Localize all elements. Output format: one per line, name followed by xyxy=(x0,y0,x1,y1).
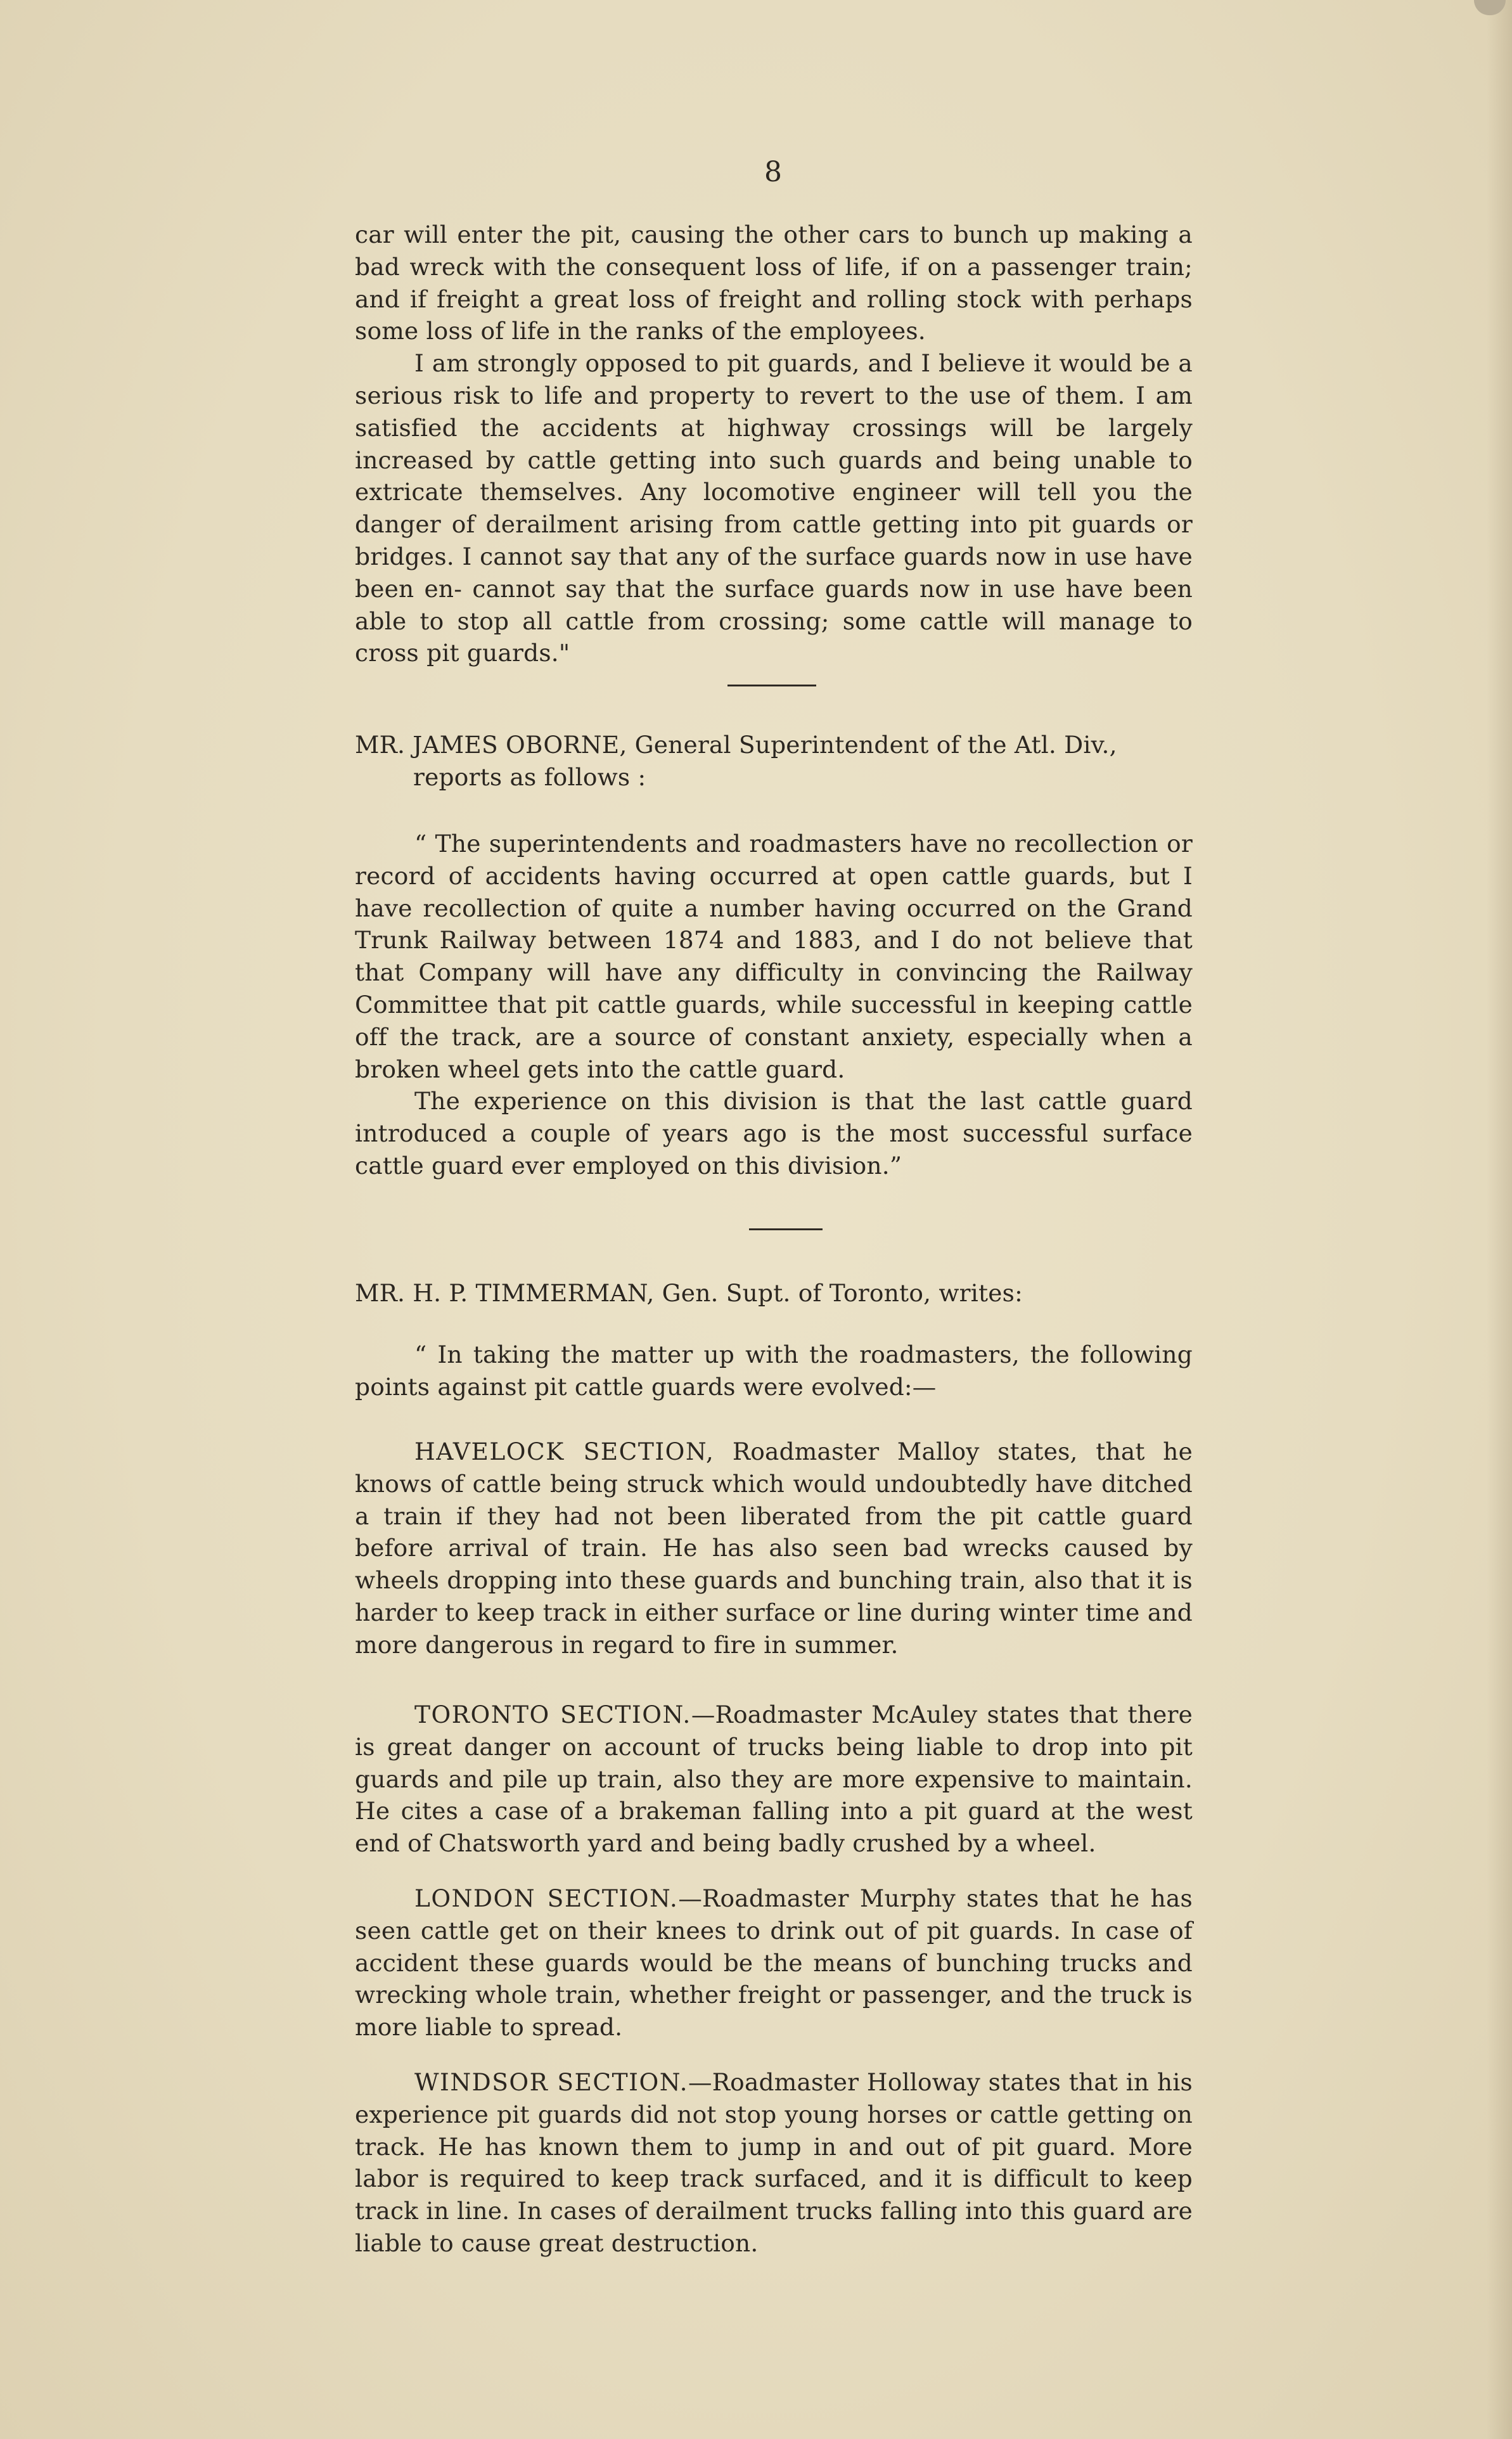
continuation-paragraph-1: car will enter the pit, causing the other cars to bunch up making a bad wreck with the consequent loss of life, if on a passenger train; and if freight a great loss of freight and rolling stock with perhaps some loss of life in the ranks of the employees. xyxy=(355,221,1193,345)
oborne-paragraph-2: The experience on this division is that the last cattle guard introduced a couple of years ago is the most successful surface cattle guard ever employed on this division.” xyxy=(355,1087,1193,1180)
toronto-paragraph xyxy=(355,1699,1193,1860)
oborne-heading xyxy=(355,729,1193,794)
havelock-section xyxy=(355,1436,1193,1661)
page-edge-shadow xyxy=(1487,0,1512,2439)
oborne-statement xyxy=(355,828,1193,1182)
havelock-section-name: HAVELOCK SECTION, xyxy=(414,1438,715,1465)
havelock-paragraph xyxy=(355,1436,1193,1661)
havelock-section-text: Roadmaster Malloy states, that he knows of cattle being struck which would undoubtedly have ditched a train if they had not been liberated from the pit cattle guard before arrival of train. He has also seen bad wrecks caused by wheels dropping into these guards and bunching train, also that it is harder to keep track in either surface or line during winter time and more dangerous in regard to fire in summer. xyxy=(355,1438,1193,1659)
timmerman-intro: “ In taking the matter up with the roadmasters, the following points against pit cattle guards were evolved:— xyxy=(355,1341,1193,1401)
windsor-paragraph xyxy=(355,2066,1193,2260)
oborne-heading-line-1: MR. JAMES OBORNE, General Superintendent of the Atl. Div., xyxy=(355,731,1117,759)
oborne-heading-line-2: reports as follows : xyxy=(413,763,646,791)
toronto-section-name: TORONTO SECTION. xyxy=(414,1701,691,1728)
timmerman-intro-block xyxy=(355,1339,1193,1403)
toronto-section-text: —Roadmaster McAuley states that there is great danger on account of trucks being liable to drop into pit guards and pile up train, also they are more expensive to maintain. He cites a case of a brakeman falling into a pit guard at the west end of Chatsworth yard and being badly crushed by a wheel. xyxy=(355,1701,1193,1858)
timmerman-heading: MR. H. P. TIMMERMAN, Gen. Supt. of Toronto, writes: xyxy=(355,1279,1023,1307)
continuation-paragraph-2: I am strongly opposed to pit guards, and I believe it would be a serious risk to life and property to revert to the use of them. I am satisfied the accidents at highway crossings will be largely increased by cattle getting into such guards and being unable to extricate themselves. Any locomotive engineer will tell you the danger of derailment arising from cattle getting into pit guards or bridges. I cannot say that any of the surface guards now in use have been en- cannot say that the surface guards now in use have been able to stop all cattle from crossing; some cattle will manage to cross pit guards." xyxy=(355,349,1193,667)
london-section xyxy=(355,1882,1193,2043)
windsor-section-text: —Roadmaster Holloway states that in his experience pit guards did not stop young horses or cattle getting on track. He has known them to jump in and out of pit guard. More labor is required to keep track surfaced, and it is difficult to keep track in line. In cases of derailment trucks falling into this guard are liable to cause great destruction. xyxy=(355,2068,1193,2257)
section-divider-1 xyxy=(727,685,816,686)
london-section-text: —Roadmaster Murphy states that he has seen cattle get on their knees to drink out of pit guards. In case of accident these guards would be the means of bunching trucks and wrecking whole train, whether freight or passenger, and the truck is more liable to spread. xyxy=(355,1884,1193,2042)
windsor-section-name: WINDSOR SECTION. xyxy=(414,2068,689,2096)
oborne-paragraph-1: “ The superintendents and roadmasters have no recollection or record of accidents having occurred at open cattle guards, but I have recollection of quite a number having occurred on the Grand Trunk Railway between 1874 and 1883, and I do not believe that that Company will have any difficulty in convincing the Railway Committee that pit cattle guards, while successful in keeping cattle off the track, are a source of constant anxiety, especially when a broken wheel gets into the cattle guard. xyxy=(355,830,1193,1083)
continuation-block xyxy=(355,219,1193,669)
page-number: 8 xyxy=(764,156,782,188)
section-divider-2 xyxy=(749,1228,823,1230)
windsor-section xyxy=(355,2066,1193,2260)
timmerman-heading-block xyxy=(355,1277,1193,1310)
london-paragraph xyxy=(355,1882,1193,2043)
toronto-section xyxy=(355,1699,1193,1860)
london-section-name: LONDON SECTION. xyxy=(414,1884,679,1912)
